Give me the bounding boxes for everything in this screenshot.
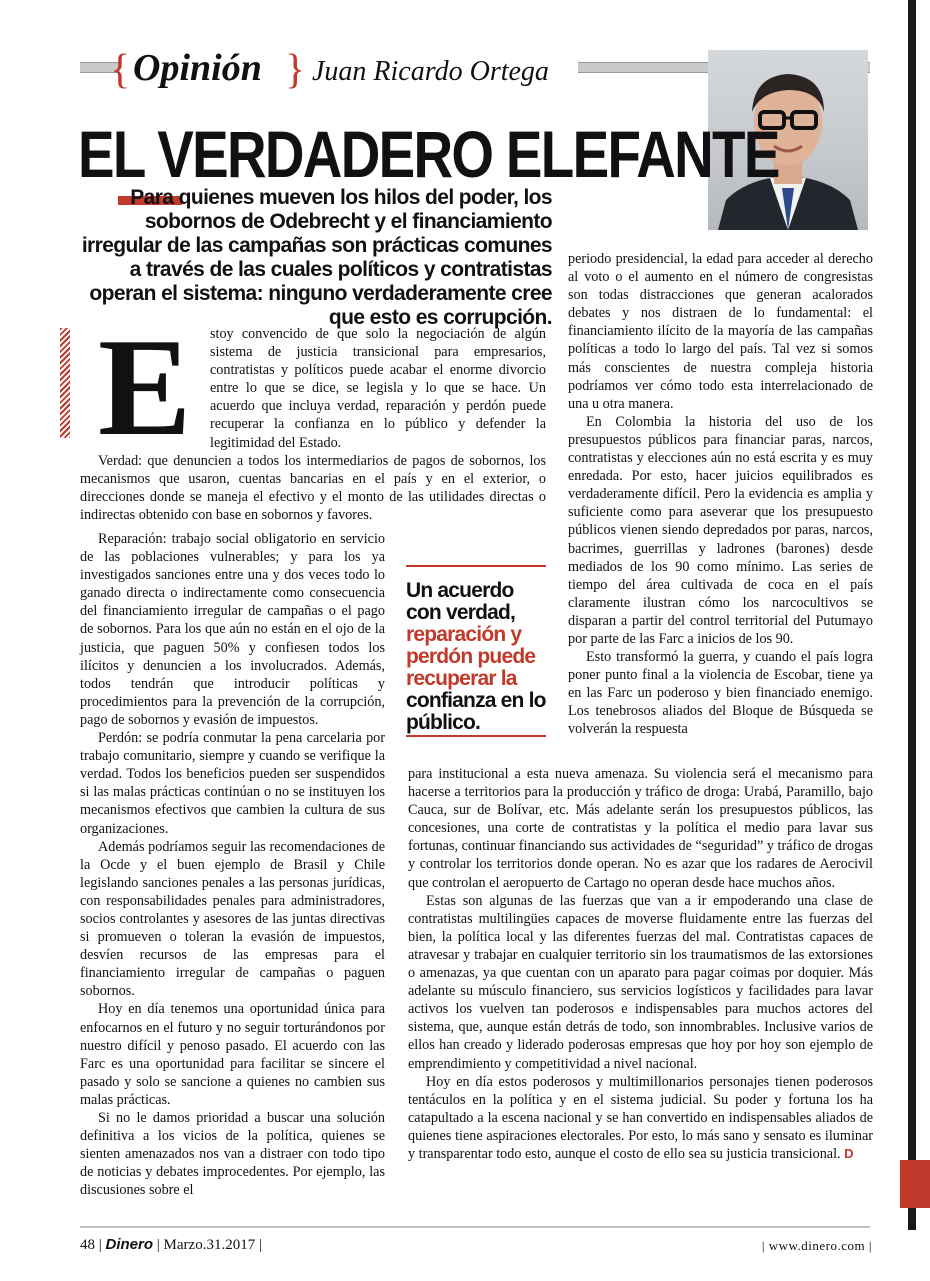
paragraph-final xyxy=(408,1073,873,1163)
paragraph-prioridad: Si no le damos prioridad a buscar una solución definitiva a los vicios de la política, quienes se sienten amenazados nos van a distraer con todo tipo de noticias y debates improcedentes. Por ejemplo, las discusiones sobre el xyxy=(80,1110,385,1199)
paragraph-perdon: Perdón: se podría conmutar la pena carcelaria por trabajo comunitario, siempre y cuando se verifique la verdad. Todos los beneficios pueden ser suspendidos si las malas prácticas continúan o no se instituyen los mecanismos efectivos que cambien la cultura de sus organizaciones. xyxy=(80,730,385,837)
pullquote-part2: reparación y perdón puede recuperar la xyxy=(406,623,536,690)
pullquote-rule-bottom xyxy=(406,735,546,737)
paragraph-guerra-bottom: para institucional a esta nueva amenaza. Su violencia será el mecanismo para hacerse a territorios para la producción y tráfico de droga: Urabá, Paramillo, bajo Cauca, sur de Bolívar, etc. Más adelante serán los presupuestos públicos, las concesiones, una corte de contratistas y la política el medio para lavar sus fortunas, continuar financiando sus actividades de “seguridad” y tráfico de drogas y controlar los territorios donde operan. No es azar que los radares de Aerocivil que controlan el aeropuerto de Cartago no operan desde hace muchos años. xyxy=(408,766,873,891)
article-bottom-block xyxy=(408,765,873,1163)
drop-cap: E xyxy=(98,310,192,465)
paragraph-hoy: Hoy en día tenemos una oportunidad única para enfocarnos en el futuro y no seguir torturándonos por nuestro difícil y penoso pasado. El acuerdo con las Farc es una oportunidad para facilitar se sincere el pasado y solo se sancione a quienes no cambien sus malas prácticas. xyxy=(80,1001,385,1108)
footer-brand: Dinero xyxy=(105,1236,154,1253)
paragraph-colombia: En Colombia la historia del uso de los presupuestos públicos para financiar paras, narcos, contratistas y elecciones aún no está escrita y es muy enredada. Por esto, hacer juicios equilibrados es verdaderamente difícil. Pero la evidencia es amplia y suficiente como para aseverar que los presupuesto públicos vienen siendo depredados por paras, narcos, bacrimes, guerrillas y ladrones (barones) desde mediados de los 90 como mínimo. Las series de tiempo del área cultivada de coca en el país claramente ilustran cómo los narcocultivos se disparan a partir del control territorial del Putumayo por parte de las Farc a inicios de los 90. xyxy=(568,413,873,647)
headline: EL VERDADERO ELEFANTE xyxy=(78,117,779,191)
footer-left: 48 | Dinero | Marzo.31.2017 | xyxy=(80,1236,262,1253)
bracket-open: { xyxy=(110,47,131,93)
bracket-close: } xyxy=(285,47,306,93)
issue-date: Marzo.31.2017 xyxy=(163,1237,256,1253)
paragraph-final-text: Hoy en día estos poderosos y multimillonarios personajes tienen poderosos tentáculos en la política y en el sistema judicial. Su poder y fortuna los ha catapultado a la escena nacional y se han convertido en indispensables aliados de quienes tiene aspiraciones electorales. Por esto, lo más sano y sensato es iluminar y transparentar todo esto, aunque el costo de ello sea su justicia transicional. xyxy=(408,1073,873,1162)
paragraph-periodo: periodo presidencial, la edad para acceder al derecho al voto o el aumento en el número de congresistas son todas distracciones que generan acalorados debates y nos distraen de lo fundamental: el financiamiento ilícito de la mayoría de las campañas políticas a todo lo largo del país. Tal vez si somos más conscientes de nuestra compleja historia podríamos ver cómo todo esta interrelacionado de una u otra manera. xyxy=(568,251,873,412)
paragraph-intro: stoy convencido de que solo la negociación de algún sistema de justicia transicional para empresarios, contratistas y políticos puede acabar el enorme divorcio entre lo que se dice, se legisla y lo que se hace. Un acuerdo que incluya verdad, reparación y perdón puede recuperar la confianza en lo público y defender la legitimidad del Estado. xyxy=(210,326,546,451)
section-label: Opinión xyxy=(133,47,262,89)
paragraph-fuerzas: Estas son algunas de las fuerzas que van a ir empoderando una clase de contratistas multilingües capaces de moverse fluidamente entre las fuerzas del bien, la política local y las diferentes fuerzas del mal. Contratistas capaces de atravesar y trabajar en cualquier territorio sin los traumatismos de las extorsiones o amenazas, ya que cuentan con un aparato para pagar coimas por doquier. Más adelante su músculo financiero, sus servicios logísticos y facilidades para lavar activos los vuelven tan poderosos e indispensables para muchos actores del sistema, que, aunque están detrás de todo, son innombrables. Inclusive varios de ellos han creado y liderado poderosas empresas que hoy por hoy son ejemplo de emprendimiento y competitividad a nivel nacional. xyxy=(408,892,873,1072)
pullquote xyxy=(406,580,550,734)
author-name: Juan Ricardo Ortega xyxy=(312,56,549,87)
footer-rule xyxy=(80,1226,870,1228)
footer-right: | www.dinero.com | xyxy=(761,1238,872,1253)
pullquote-part1: Un acuerdo con verdad, xyxy=(406,579,516,624)
paragraph-guerra-top: Esto transformó la guerra, y cuando el país logra poner punto final a la violencia de Escobar, tiene ya en las Farc un poderoso y bien financiado enemigo. Los tenebrosos aliados del Bloque de Búsqueda se volverán la respuesta xyxy=(568,649,873,738)
end-mark: D xyxy=(844,1145,854,1161)
paragraph-verdad: Verdad: que denuncien a todos los intermediarios de pagos de sobornos, los mecanismos que usaron, cuentas bancarias en el país y en el exterior, o direcciones donde se maneja el efectivo y el monto de las utilidades directas o indirectas obtenido con base en sobornos y favores. xyxy=(80,452,546,523)
page-edge-bar xyxy=(908,0,916,1230)
article-right-column xyxy=(568,250,873,739)
paragraph-ocde: Además podríamos seguir las recomendaciones de la Ocde y el buen ejemplo de Brasil y Chile legislando sanciones penales a las personas jurídicas, con responsabilidades penales para administradores, socios controlantes y asesores de las juntas directivas si promueven o toleran la evasión de impuestos, desvíen recursos de las empresas para el financiamiento irregular de campañas o paguen sobornos. xyxy=(80,838,385,1000)
article-top-block xyxy=(80,325,546,524)
lead-text: Para quienes mueven los hilos del poder, los sobornos de Odebrecht y el financiamiento irregular de las campañas son prácticas comunes a través de las cuales políticos y contratistas operan el sistema: ninguno verdaderamente cree que esto es corrupción. xyxy=(81,186,552,329)
page-tab xyxy=(900,1160,930,1208)
pullquote-rule-top xyxy=(406,565,546,567)
pullquote-part3: confianza en lo público. xyxy=(406,689,546,734)
article-left-column xyxy=(80,530,385,1199)
page-number: 48 xyxy=(80,1237,95,1253)
website-link[interactable]: www.dinero.com xyxy=(768,1238,866,1253)
dropcap-decoration xyxy=(60,328,70,438)
paragraph-reparacion: Reparación: trabajo social obligatorio en servicio de las poblaciones vulnerables; y para los ya investigados sanciones entre una y dos veces todo lo ganado directa o indirectamente como consecuencia del financiamiento irregular de campañas o el pago de sobornos. Para los que aún no están en el ojo de la justicia, que paguen 50% y confiesen todos los ilícitos y denuncien a los involucrados. Además, todos tendrán que introducir políticas y procedimientos para la prevención de la corrupción, pago de sobornos y evasión de impuestos. xyxy=(80,531,385,728)
